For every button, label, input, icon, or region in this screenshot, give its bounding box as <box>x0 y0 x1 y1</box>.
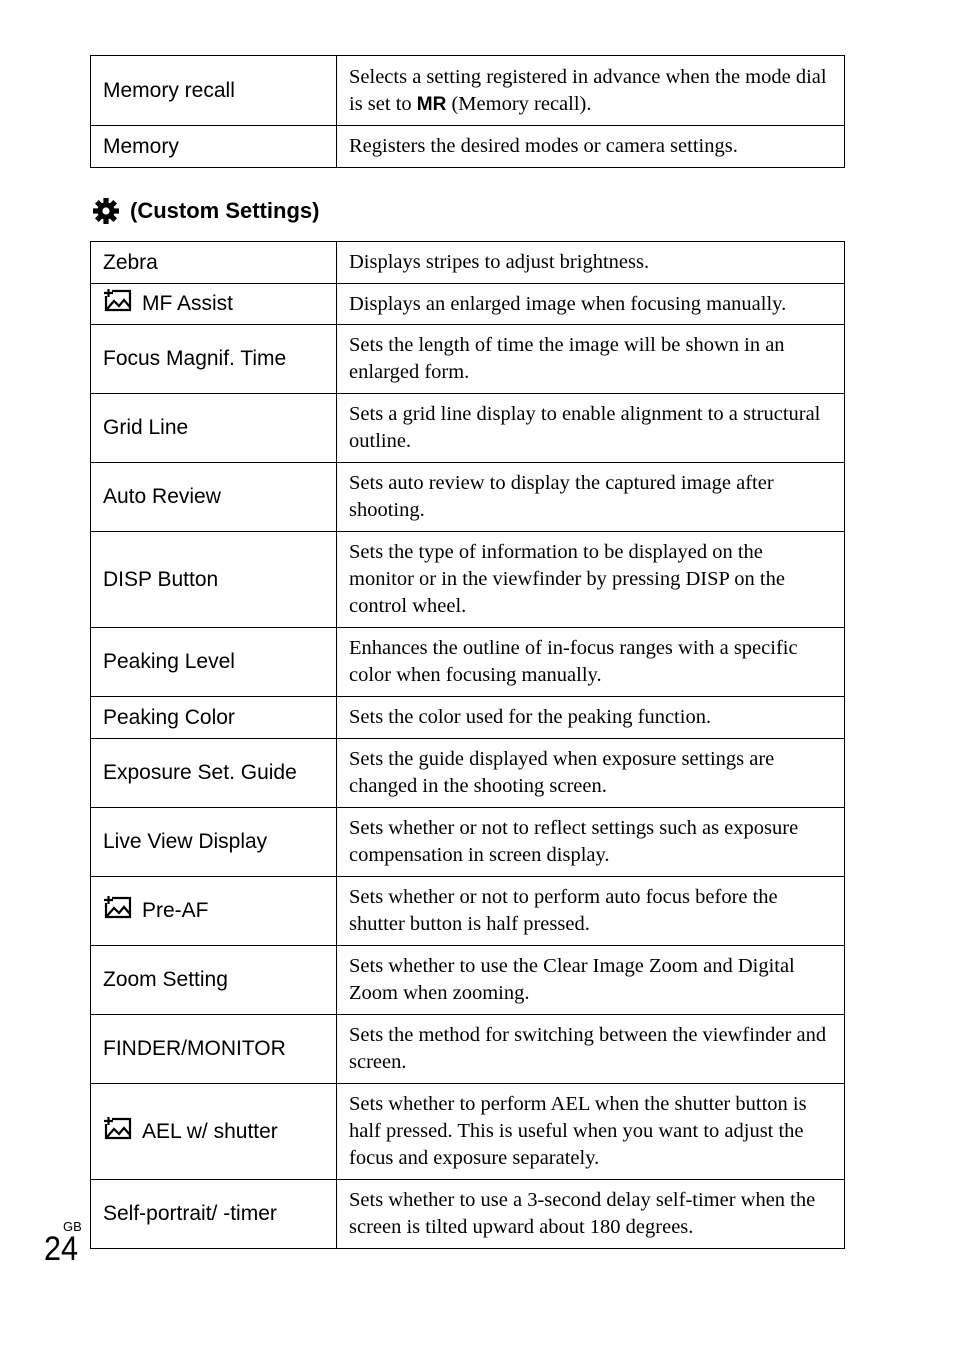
memory-table <box>90 55 845 168</box>
table-row <box>91 1015 845 1084</box>
still-image-icon <box>103 289 133 319</box>
setting-name: Focus Magnif. Time <box>91 325 337 394</box>
setting-description: Sets the type of information to be displayed on the monitor or in the viewfinder by pressing DISP on the control wheel. <box>337 532 845 628</box>
setting-name: MF Assist <box>142 292 234 315</box>
setting-name: Grid Line <box>91 394 337 463</box>
gear-icon <box>92 197 120 225</box>
setting-name: Pre-AF <box>142 899 209 922</box>
table-row <box>91 126 845 168</box>
setting-name: Zebra <box>91 242 337 284</box>
table-row <box>91 628 845 697</box>
desc-text: (Memory recall). <box>446 92 592 115</box>
setting-description: Registers the desired modes or camera settings. <box>337 126 845 168</box>
table-row <box>91 697 845 739</box>
section-title: (Custom Settings) <box>130 198 320 223</box>
setting-description <box>337 56 845 126</box>
table-row <box>91 532 845 628</box>
setting-description: Displays an enlarged image when focusing manually. <box>337 284 845 325</box>
table-row <box>91 877 845 946</box>
setting-description: Sets whether or not to reflect settings such as exposure compensation in screen display. <box>337 808 845 877</box>
setting-name: Auto Review <box>91 463 337 532</box>
setting-name: Zoom Setting <box>91 946 337 1015</box>
setting-description: Enhances the outline of in-focus ranges with a specific color when focusing manually. <box>337 628 845 697</box>
setting-description: Sets whether to use a 3-second delay self-timer when the screen is tilted upward about 180 degrees. <box>337 1180 845 1249</box>
setting-name: DISP Button <box>91 532 337 628</box>
setting-name: AEL w/ shutter <box>142 1119 278 1143</box>
setting-name: Live View Display <box>91 808 337 877</box>
setting-name: Peaking Color <box>91 697 337 739</box>
setting-description: Sets the length of time the image will be shown in an enlarged form. <box>337 325 845 394</box>
setting-description: Displays stripes to adjust brightness. <box>337 242 845 284</box>
setting-name: Exposure Set. Guide <box>91 739 337 808</box>
table-row <box>91 808 845 877</box>
region-code: GB <box>63 1219 82 1234</box>
setting-description: Sets the guide displayed when exposure settings are changed in the shooting screen. <box>337 739 845 808</box>
table-row <box>91 242 845 284</box>
table-row <box>91 325 845 394</box>
table-row <box>91 463 845 532</box>
setting-name-cell <box>91 1084 337 1180</box>
desc-text: Selects a setting registered in advance when the mode dial is set to <box>349 65 827 115</box>
setting-name: Memory <box>91 126 337 168</box>
setting-name-cell <box>91 284 337 325</box>
still-image-icon <box>103 896 133 926</box>
setting-description: Sets whether or not to perform auto focus before the shutter button is half pressed. <box>337 877 845 946</box>
setting-name-cell <box>91 877 337 946</box>
setting-description: Sets a grid line display to enable alignment to a structural outline. <box>337 394 845 463</box>
setting-name: Self-portrait/ -timer <box>91 1180 337 1249</box>
memory-recall-icon: MR <box>416 93 447 115</box>
table-row <box>91 394 845 463</box>
table-row <box>91 739 845 808</box>
setting-description: Sets whether to use the Clear Image Zoom and Digital Zoom when zooming. <box>337 946 845 1015</box>
setting-description: Sets the color used for the peaking function. <box>337 697 845 739</box>
table-row <box>91 1084 845 1180</box>
setting-description: Sets whether to perform AEL when the shutter button is half pressed. This is useful when you want to adjust the focus and exposure separately. <box>337 1084 845 1180</box>
table-row <box>91 284 845 325</box>
still-image-icon <box>103 1117 133 1147</box>
setting-name: Memory recall <box>91 56 337 126</box>
setting-name: Peaking Level <box>91 628 337 697</box>
section-heading <box>92 197 319 225</box>
page-number: 24 <box>44 1230 79 1268</box>
table-row <box>91 1180 845 1249</box>
table-row <box>91 56 845 126</box>
setting-name: FINDER/MONITOR <box>91 1015 337 1084</box>
setting-description: Sets the method for switching between the viewfinder and screen. <box>337 1015 845 1084</box>
table-row <box>91 946 845 1015</box>
setting-description: Sets auto review to display the captured image after shooting. <box>337 463 845 532</box>
custom-settings-table <box>90 241 845 1249</box>
